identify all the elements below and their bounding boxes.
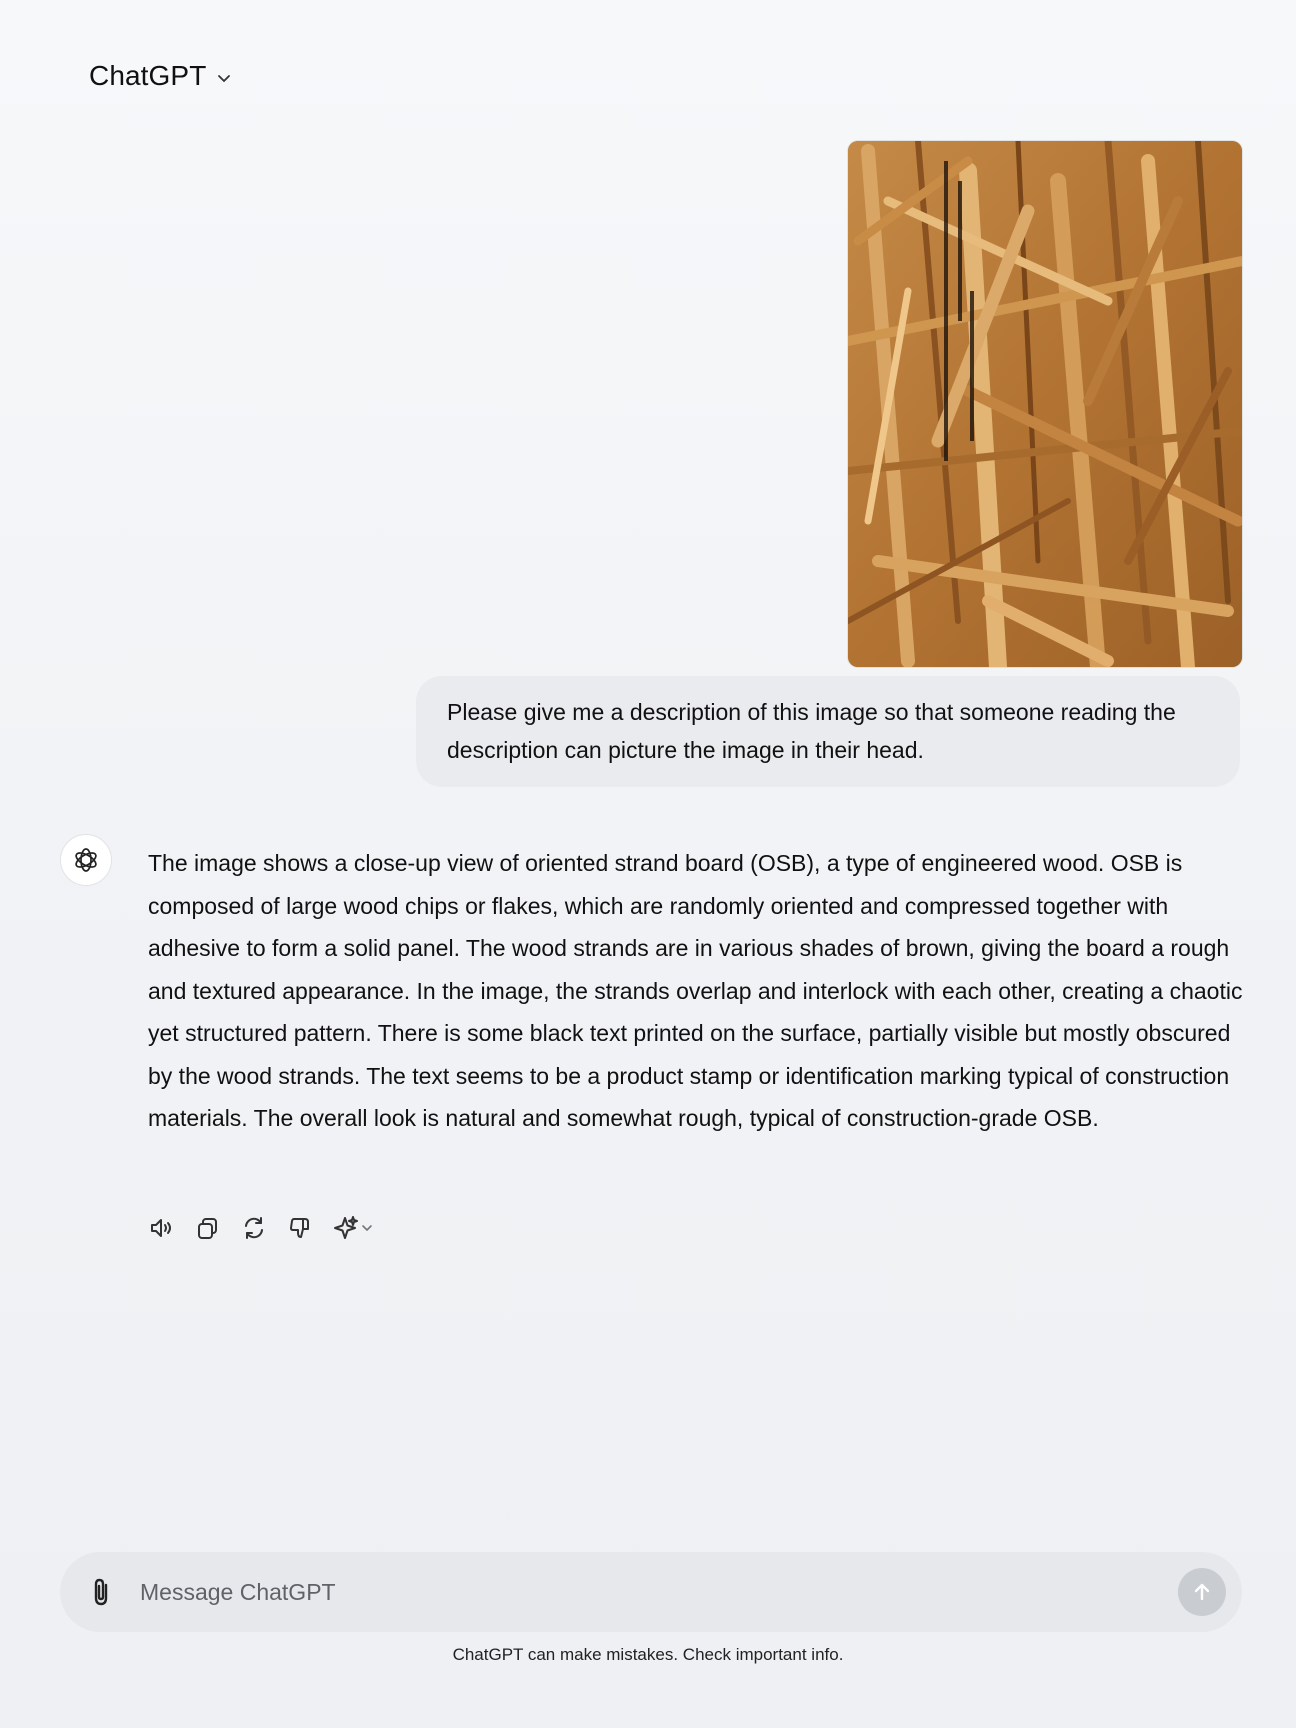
- message-actions: [148, 1214, 376, 1242]
- user-uploaded-image[interactable]: [848, 141, 1242, 667]
- disclaimer-text: ChatGPT can make mistakes. Check important info.: [452, 1645, 844, 1664]
- copy-icon: [194, 1214, 222, 1242]
- assistant-avatar: [60, 834, 112, 886]
- message-composer: [60, 1552, 1242, 1632]
- regenerate-button[interactable]: [240, 1214, 268, 1242]
- refresh-icon: [240, 1214, 268, 1242]
- send-button[interactable]: [1178, 1568, 1226, 1616]
- message-input[interactable]: [138, 1578, 1178, 1607]
- thumbs-down-button[interactable]: [286, 1214, 314, 1242]
- chevron-down-icon: [216, 70, 232, 86]
- speaker-icon: [148, 1214, 176, 1242]
- arrow-up-icon: [1190, 1580, 1214, 1604]
- thumbs-down-icon: [286, 1214, 314, 1242]
- change-model-button[interactable]: [332, 1214, 376, 1242]
- paperclip-icon: [87, 1576, 117, 1608]
- sparkle-icon: [332, 1214, 376, 1242]
- copy-button[interactable]: [194, 1214, 222, 1242]
- read-aloud-button[interactable]: [148, 1214, 176, 1242]
- openai-logo-icon: [71, 845, 101, 875]
- model-selector[interactable]: [89, 60, 232, 92]
- assistant-message-text: The image shows a close-up view of oriented strand board (OSB), a type of engineered wood. OSB is composed of large wood chips or flakes, which are randomly oriented and compressed together with adhesive to form a solid panel. The wood strands are in various shades of brown, giving the board a rough and textured appearance. In the image, the strands overlap and interlock with each other, creating a chaotic yet structured pattern. There is some black text printed on the surface, partially visible but mostly obscured by the wood strands. The text seems to be a product stamp or identification marking typical of construction materials. The overall look is natural and somewhat rough, typical of construction-grade OSB.: [148, 850, 1243, 1131]
- user-message-text: Please give me a description of this image so that someone reading the description can picture the image in their head.: [447, 699, 1176, 763]
- osb-texture-image: [848, 141, 1242, 667]
- attach-button[interactable]: [86, 1576, 118, 1608]
- app-title: ChatGPT: [89, 60, 207, 91]
- user-message-bubble: [416, 676, 1240, 787]
